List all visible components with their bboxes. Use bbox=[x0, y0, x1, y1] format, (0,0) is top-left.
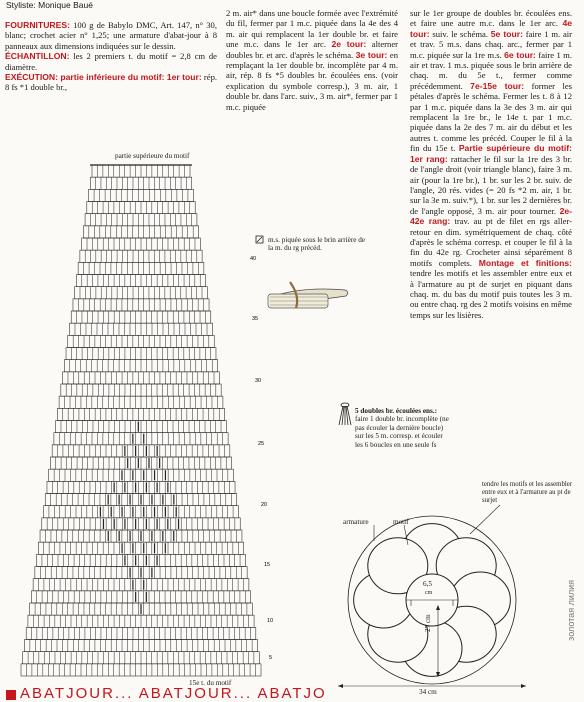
crochet-hook-icon bbox=[268, 282, 348, 308]
legend-ms-text: m.s. piquée sous le brin arrière de la m. du rg précéd. bbox=[268, 236, 365, 253]
row-number-10: 10 bbox=[267, 618, 274, 624]
chart-row bbox=[21, 664, 261, 676]
chart-row bbox=[71, 311, 211, 323]
cluster-stitch-icon bbox=[339, 403, 351, 425]
chart-row bbox=[92, 165, 190, 177]
chart-row bbox=[37, 554, 246, 566]
col3-p6: faire 1 m. air et trav. 1 m.s. piquée sous le brin arrière de chaq. m. du 5e t., fermer comme précédemment. bbox=[410, 49, 573, 91]
chart-row bbox=[28, 615, 254, 627]
echantillon-label: ÉCHANTILLON: bbox=[5, 51, 70, 62]
chart-row bbox=[89, 189, 194, 201]
chart-row bbox=[90, 177, 191, 189]
chart-row bbox=[64, 360, 217, 372]
footer-title: ABATJOUR... ABATJOUR... ABATJO bbox=[20, 685, 327, 702]
row-numbers bbox=[250, 256, 273, 661]
row-number-40: 40 bbox=[250, 256, 257, 262]
tour-7-15-label: 7e-15e tour: bbox=[470, 80, 525, 91]
chart-row bbox=[63, 372, 220, 384]
stylist-credit: Styliste: Monique Baué bbox=[6, 0, 93, 10]
execution-label: EXÉCUTION: partie inférieure du motif: 1er tour: bbox=[5, 72, 202, 83]
chart-row bbox=[54, 433, 228, 445]
partie-superieure-text: rattacher le fil sur la 1re des 3 br. de l'angle droit (voir triangle blanc), faire 3 m. air (pour la 1re br.), 1 br. sur les 2 br. suiv. de l'angle, 20 rés. vides (= 20 fs *2 m. air, 1 br. sur la 3e m. suiv.*), 1 br. sur les 2 dernières br. de l'angle opposé, 3 m. air pour tourner. bbox=[410, 153, 572, 216]
chart-row bbox=[87, 202, 195, 214]
col3-p7: former les pétales d'après le schéma. Fermer les t. 8 à 12 par 1 m.c. piquée dans la 3e des 3 m. air qui remplacent la 1re br., le 14e t. par 1 m.c. piquée dans la 2e des 7 m. air du début et les autres t. comme les précéd. Couper le fil à la fin du 15e t. bbox=[410, 80, 572, 154]
chart-row bbox=[42, 518, 240, 530]
chart-row bbox=[47, 481, 235, 493]
rang-2-42-label: 2e-42e rang: bbox=[410, 205, 572, 227]
chart-row bbox=[59, 396, 223, 408]
armature-label: armature bbox=[343, 518, 369, 526]
chart-row bbox=[45, 494, 237, 506]
fournitures-text: 100 g de Babylo DMC, Art. 147, n° 30, blanc; crochet acier n° 1,25; une armature d'abat-jour à 8 panneaux aux dimensions indiquées sur le dessin. bbox=[5, 20, 218, 51]
row-number-25: 25 bbox=[258, 441, 265, 447]
row-number-20: 20 bbox=[261, 502, 268, 508]
col2-p1: 2 m. air* dans une boucle formée avec l'extrémité du fil, fermer par 1 m.c. piquée dans la 4e des 4 m. air qui remplacent la 1er double br. et faire une m.c. dans le 1er arc. bbox=[226, 8, 398, 50]
width-dimension: 34 cm bbox=[419, 688, 437, 696]
montage-label: Montage et finitions: bbox=[478, 257, 572, 268]
chart-row bbox=[52, 445, 230, 457]
rang-2-42-text: trav. au pt de filet en rgs aller-retour en dim. symétriquement de chaq. côté d'après le schéma corresp. et couper le fil à la fin du 42e rg. Crocheter ainsi séparément 8 motifs complets. bbox=[410, 216, 572, 268]
filet-grid bbox=[21, 165, 261, 676]
chart-row bbox=[44, 506, 239, 518]
col3-p5: faire 1 m. air et trav. 5 m.s. dans chaq. arc., fermer par 1 m.c. piquée sur la 1re m.s. bbox=[410, 28, 573, 60]
tour-6-label: 6e tour: bbox=[504, 49, 536, 60]
chart-row bbox=[57, 408, 224, 420]
chart-row bbox=[23, 652, 260, 664]
chart-row bbox=[83, 226, 198, 238]
chart-row bbox=[24, 640, 257, 652]
echantillon-text: les 2 premiers t. du motif = 2,8 cm de diamètre. bbox=[5, 51, 217, 72]
motif-label: motif bbox=[393, 518, 409, 526]
watermark: золотая лилия bbox=[566, 580, 576, 641]
footer-square-icon bbox=[6, 690, 16, 700]
chart-row bbox=[33, 579, 249, 591]
tour-2-label: 2e tour: bbox=[331, 39, 367, 50]
assembly-note: tendre les motifs et les assembler entre eux et à l'armature au pt de surjet bbox=[482, 481, 573, 504]
chart-top-label: partie supérieure du motif bbox=[115, 152, 190, 160]
chart-row bbox=[68, 335, 214, 347]
chart-row bbox=[73, 299, 209, 311]
chart-row bbox=[80, 250, 202, 262]
chart-row bbox=[50, 457, 231, 469]
chart-row bbox=[26, 627, 256, 639]
chart-row bbox=[82, 238, 201, 250]
chart-row bbox=[30, 603, 253, 615]
col2-p3: en remplaçant la 1er double br. incomplète par 4 m. air, rép. 8 fs *5 doubles br. écoulées ens. (voir explication du symbole corresp.), 3 m. air, 1 double br. dans l'arc. suiv., 3 m. air*, fermer par 1 m.c. piquée bbox=[226, 49, 398, 112]
legend-cluster-title: 5 doubles br. écoulées ens.: bbox=[355, 407, 437, 415]
chart-row bbox=[49, 469, 234, 481]
chart-row bbox=[61, 384, 221, 396]
center-diameter-value: 6,5 bbox=[423, 580, 432, 588]
row-number-15: 15 bbox=[264, 562, 271, 568]
chart-row bbox=[69, 323, 212, 335]
col3-p4: suiv. le schéma. bbox=[432, 28, 488, 39]
col3-p0: sur le 1er groupe de doubles br. écoulées ens. et faire une autre m.c. dans le 1er arc. bbox=[410, 8, 572, 29]
chart-row bbox=[85, 214, 197, 226]
col2-p2: alterner doubles br. et arc. d'après le schéma. bbox=[226, 39, 399, 60]
ms-symbol-icon bbox=[256, 236, 263, 243]
chart-row bbox=[75, 287, 208, 299]
chart-bottom-label: 15e t. du motif bbox=[189, 679, 232, 687]
chart-row bbox=[56, 421, 227, 433]
chart-row bbox=[40, 530, 242, 542]
tour-3-label: 3e tour: bbox=[355, 49, 388, 60]
center-diameter-unit: cm bbox=[425, 590, 433, 596]
chart-row bbox=[76, 275, 205, 287]
row-number-35: 35 bbox=[252, 316, 259, 322]
chart-row bbox=[35, 567, 247, 579]
execution-text: rép. 8 fs *1 double br., bbox=[5, 72, 218, 93]
row-number-5: 5 bbox=[269, 655, 273, 661]
chart-row bbox=[38, 542, 243, 554]
row-number-30: 30 bbox=[255, 378, 262, 384]
legend-cluster bbox=[355, 407, 450, 449]
height-dimension: 27 cm bbox=[424, 614, 432, 632]
chart-row bbox=[78, 262, 204, 274]
chart-row bbox=[31, 591, 250, 603]
chart-row bbox=[66, 348, 216, 360]
fournitures-label: FOURNITURES: bbox=[5, 20, 70, 30]
tour-4-label: 4e tour: bbox=[410, 18, 572, 39]
tour-5-label: 5e tour: bbox=[490, 28, 523, 39]
montage-text: tendre les motifs et les assembler entre eux et à l'armature au pt de surjet en piquant dans chaq. m. du bas du motif puis toutes les 3 m. ou entre chaq. rg des 2 motifs voisins en même temps sur les lisières. bbox=[410, 268, 572, 320]
legend-cluster-text: faire 1 double br. incomplète (ne pas écouler la dernière boucle) sur les 5 m. corresp. et écouler les 6 boucles en une seule fs bbox=[355, 415, 449, 449]
partie-superieure-label: Partie supérieure du motif: 1er rang: bbox=[410, 143, 573, 164]
